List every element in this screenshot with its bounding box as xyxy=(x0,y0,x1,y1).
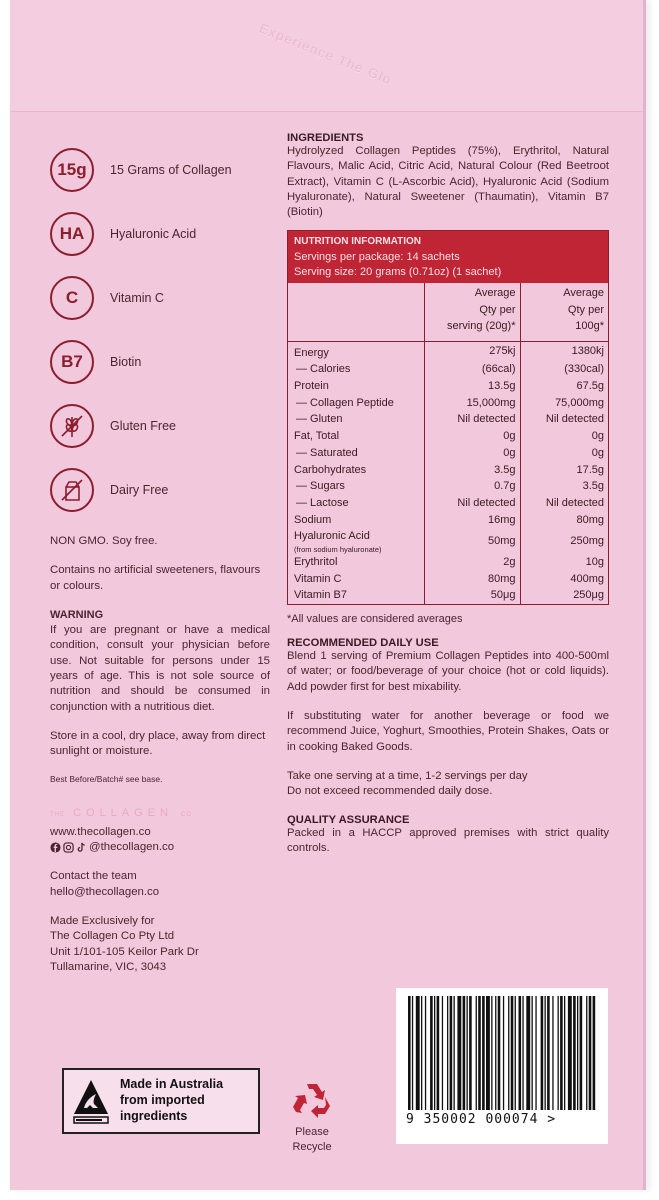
recommended-p3a: Take one serving at a time, 1-2 servings per day xyxy=(287,769,528,782)
recommended-title: RECOMMENDED DAILY USE xyxy=(287,637,439,650)
claim-vitamin-c xyxy=(50,266,270,330)
value-per-100g: 10g xyxy=(520,554,608,571)
barcode-bar xyxy=(564,996,565,1110)
company-name: The Collagen Co Pty Ltd xyxy=(50,930,175,943)
barcode-bar xyxy=(552,996,553,1110)
nutrition-rows xyxy=(288,341,608,604)
barcode-bar xyxy=(535,996,536,1110)
barcode-bar xyxy=(532,996,533,1110)
nutrient-name: — Calories xyxy=(296,363,351,376)
recycle-line-1: Please xyxy=(295,1126,329,1138)
nutrition-header xyxy=(288,231,608,283)
servings-per-package: Servings per package: 14 sachets xyxy=(294,250,460,263)
nutrient-name: Hyaluronic Acid (from sodium hyaluronate) xyxy=(288,528,424,554)
value-per-100g: 0g xyxy=(520,428,608,445)
claim-label: Gluten Free xyxy=(110,419,177,433)
box-top-flap xyxy=(10,0,643,112)
barcode-bars xyxy=(406,996,598,1110)
value-per-serving: 0g xyxy=(424,445,520,462)
value-per-serving: 16mg xyxy=(424,512,520,529)
tiktok-icon xyxy=(76,842,87,853)
value-per-serving: 0g xyxy=(424,428,520,445)
nutrition-footnote: *All values are considered averages xyxy=(287,613,463,626)
nutrition-table-header xyxy=(288,283,608,341)
value-per-100g: 250μg xyxy=(520,587,608,604)
serving-size: Serving size: 20 grams (0.71oz) (1 sachet) xyxy=(294,265,502,278)
recommended-p3b: Do not exceed recommended daily dose. xyxy=(287,785,493,798)
value-per-serving: 13.5g xyxy=(424,378,520,395)
social-handle: @thecollagen.co xyxy=(89,841,175,854)
value-per-serving: (66cal) xyxy=(424,361,520,378)
ha-badge-icon: HA xyxy=(50,212,94,256)
barcode-bar xyxy=(447,996,448,1110)
nutrition-row xyxy=(288,554,608,571)
no-artificial-text: Contains no artificial sweeteners, flavours or colours. xyxy=(50,564,261,592)
value-per-100g: 67.5g xyxy=(520,378,608,395)
barcode-bar xyxy=(593,996,596,1110)
warning-body: If you are pregnant or have a medical condition, consult your physician before use. Not suitable for persons under 15 years of age. This is not sole source of nutrition and should be consumed in conjunction with a nutritious diet. xyxy=(50,624,270,713)
claim-hyaluronic xyxy=(50,202,270,266)
nutrition-row xyxy=(288,428,608,445)
instagram-icon xyxy=(63,842,74,853)
made-for-text: Made Exclusively for xyxy=(50,915,155,928)
claim-label: Vitamin C xyxy=(110,291,164,305)
barcode-bar xyxy=(416,996,420,1110)
claim-label: 15 Grams of Collagen xyxy=(110,163,232,177)
social-row xyxy=(50,840,270,855)
nutrient-name: — Collagen Peptide xyxy=(296,396,394,409)
value-per-100g: 75,000mg xyxy=(520,395,608,412)
nutrition-row xyxy=(288,445,608,462)
barcode-bar xyxy=(577,996,578,1110)
facebook-icon xyxy=(50,842,61,853)
kangaroo-triangle-icon xyxy=(72,1076,110,1126)
nutrient-name: Carbohydrates xyxy=(294,463,367,476)
claim-label: Dairy Free xyxy=(110,483,169,497)
recommended-p2: If substituting water for another beverage or food we recommend Juice, Yoghurt, Smoothies, Protein Shakes, Oats or in cooking Baked Goods. xyxy=(287,710,609,753)
embossed-tagline: Experience The Glo xyxy=(257,20,395,88)
barcode-bar xyxy=(469,996,472,1110)
biotin-badge-icon: B7 xyxy=(50,340,94,384)
value-per-serving: 0.7g xyxy=(424,478,520,495)
nutrition-panel xyxy=(287,230,609,605)
barcode-bar xyxy=(586,996,587,1110)
nutrient-name: Vitamin C xyxy=(294,572,342,585)
barcode-bar xyxy=(486,996,490,1110)
address-line-2: Tullamarine, VIC, 3043 xyxy=(50,960,167,973)
barcode-bar xyxy=(580,996,583,1110)
nutrient-name: Energy xyxy=(294,346,329,359)
barcode-bar xyxy=(495,996,496,1110)
recycle-block xyxy=(282,1080,342,1155)
claim-gluten-free xyxy=(50,394,270,458)
address-line-1: Unit 1/101-105 Keilor Park Dr xyxy=(50,945,199,958)
nutrient-name: — Sugars xyxy=(296,480,345,493)
nutrition-table xyxy=(288,283,608,604)
col-header-100g: Average Qty per 100g* xyxy=(520,283,608,341)
quality-title: QUALITY ASSURANCE xyxy=(287,813,410,826)
barcode-bar xyxy=(454,996,455,1110)
claim-label: Hyaluronic Acid xyxy=(110,227,197,241)
value-per-serving: 50mg xyxy=(424,528,520,554)
nutrient-note: (from sodium hyaluronate) xyxy=(294,545,382,555)
nutrition-row xyxy=(288,411,608,428)
barcode-bar xyxy=(560,996,563,1110)
barcode-bar xyxy=(478,996,481,1110)
barcode-bar xyxy=(545,996,546,1110)
barcode-bar xyxy=(425,996,426,1110)
non-gmo-text: NON GMO. Soy free. xyxy=(50,535,158,547)
barcode-bar xyxy=(491,996,492,1110)
australia-line-2: from imported xyxy=(120,1093,205,1107)
quality-text: Packed in a HACCP approved premises with strict quality controls. xyxy=(287,826,609,854)
nutrient-name: Fat, Total xyxy=(294,430,340,443)
contact-title: Contact the team xyxy=(50,870,137,883)
barcode-bar xyxy=(467,996,468,1110)
nutrient-name: — Lactose xyxy=(296,496,349,509)
value-per-100g: 0g xyxy=(520,445,608,462)
barcode-bar xyxy=(508,996,509,1110)
value-per-serving: 2g xyxy=(424,554,520,571)
value-per-serving: 50μg xyxy=(424,587,520,604)
right-column xyxy=(287,132,609,856)
nutrition-row xyxy=(288,341,608,361)
barcode-bar xyxy=(503,996,504,1110)
barcode-bar xyxy=(522,996,523,1110)
barcode-bar xyxy=(573,996,576,1110)
recommended-p1: Blend 1 serving of Premium Collagen Peptides into 400-500ml of water; or food/beverage of your choice (hot or cold liquids). Add powder first for best mixability. xyxy=(287,650,609,693)
ingredients-title: INGREDIENTS xyxy=(287,132,364,144)
barcode-bar xyxy=(463,996,466,1110)
claim-biotin xyxy=(50,330,270,394)
barcode-bar xyxy=(515,996,516,1110)
barcode-bar xyxy=(450,996,453,1110)
barcode-bar xyxy=(421,996,422,1110)
barcode-bar xyxy=(519,996,522,1110)
nutrient-name: Erythritol xyxy=(294,556,338,569)
nutrition-row xyxy=(288,587,608,604)
nutrition-row xyxy=(288,571,608,588)
value-per-serving: 15,000mg xyxy=(424,395,520,412)
vitamin-c-badge-icon: C xyxy=(50,276,94,320)
barcode-bar xyxy=(457,996,461,1110)
barcode-bar xyxy=(511,996,514,1110)
nutrition-row xyxy=(288,395,608,412)
barcode-bar xyxy=(408,996,411,1110)
barcode-bar xyxy=(482,996,485,1110)
barcode-number: 9 350002 000074 > xyxy=(406,1112,557,1127)
value-per-100g: 17.5g xyxy=(520,462,608,479)
claim-label: Biotin xyxy=(110,355,142,369)
value-per-serving: 3.5g xyxy=(424,462,520,479)
nutrition-row xyxy=(288,528,608,554)
nutrition-row xyxy=(288,361,608,378)
barcode-bar xyxy=(430,996,433,1110)
value-per-serving: Nil detected xyxy=(424,495,520,512)
barcode-bar xyxy=(547,996,550,1110)
barcode-bar xyxy=(434,996,435,1110)
brand-logo: THE COLLAGEN CO xyxy=(50,806,193,819)
value-per-100g: Nil detected xyxy=(520,411,608,428)
milk-carton-icon xyxy=(50,468,94,512)
australia-line-1: Made in Australia xyxy=(120,1077,224,1091)
best-before-text: Best Before/Batch# see base. xyxy=(50,773,163,784)
nutrient-name: Protein xyxy=(294,380,329,392)
wheat-icon xyxy=(50,404,94,448)
barcode-bar xyxy=(526,996,530,1110)
recycle-icon xyxy=(290,1080,334,1120)
value-per-100g: 3.5g xyxy=(520,478,608,495)
recycle-line-2: Recycle xyxy=(292,1141,332,1153)
collagen-badge-icon: 15g xyxy=(50,148,94,192)
value-per-serving: 80mg xyxy=(424,571,520,588)
nutrition-title: NUTRITION INFORMATION xyxy=(294,236,422,248)
barcode-bar xyxy=(442,996,443,1110)
barcode-bar xyxy=(568,996,572,1110)
website-text: www.thecollagen.co xyxy=(50,825,151,838)
col-header-serving: Average Qty per serving (20g)* xyxy=(424,283,520,341)
warning-title: WARNING xyxy=(50,608,104,621)
nutrient-name: Vitamin B7 xyxy=(294,589,347,602)
value-per-100g: 1380kj xyxy=(520,341,608,361)
value-per-serving: Nil detected xyxy=(424,411,520,428)
value-per-100g: (330cal) xyxy=(520,361,608,378)
barcode xyxy=(396,988,608,1144)
australia-line-3: ingredients xyxy=(120,1109,188,1123)
claim-collagen xyxy=(50,138,270,202)
barcode-bar xyxy=(476,996,477,1110)
barcode-bar xyxy=(558,996,559,1110)
nutrition-row xyxy=(288,512,608,529)
barcode-bar xyxy=(437,996,440,1110)
barcode-bar xyxy=(541,996,544,1110)
claim-dairy-free xyxy=(50,458,270,522)
nutrient-name: — Saturated xyxy=(296,446,358,459)
nutrient-name: Sodium xyxy=(294,513,332,526)
barcode-bar xyxy=(412,996,413,1110)
nutrition-row xyxy=(288,462,608,479)
value-per-100g: Nil detected xyxy=(520,495,608,512)
nutrition-row xyxy=(288,495,608,512)
nutrient-name: — Gluten xyxy=(296,413,343,426)
value-per-serving: 275kj xyxy=(424,341,520,361)
barcode-bar xyxy=(498,996,501,1110)
value-per-100g: 250mg xyxy=(520,528,608,554)
nutrition-row xyxy=(288,478,608,495)
ingredients-text: Hydrolyzed Collagen Peptides (75%), Erythritol, Natural Flavours, Malic Acid, Citric Acid, Natural Colour (Red Beetroot Extract), Vitamin C (L-Ascorbic Acid), Hyaluronic Acid (Sodium Hyaluronate), Natural Sweetener (Thaumatin), Vitamin B7 (Biotin) xyxy=(287,145,609,219)
value-per-100g: 80mg xyxy=(520,512,608,529)
made-in-australia-label xyxy=(62,1068,260,1134)
contact-email: hello@thecollagen.co xyxy=(50,885,160,898)
storage-text: Store in a cool, dry place, away from direct sunlight or moisture. xyxy=(50,729,266,758)
left-column xyxy=(50,138,270,975)
barcode-bar xyxy=(589,996,592,1110)
value-per-100g: 400mg xyxy=(520,571,608,588)
nutrition-row xyxy=(288,378,608,395)
